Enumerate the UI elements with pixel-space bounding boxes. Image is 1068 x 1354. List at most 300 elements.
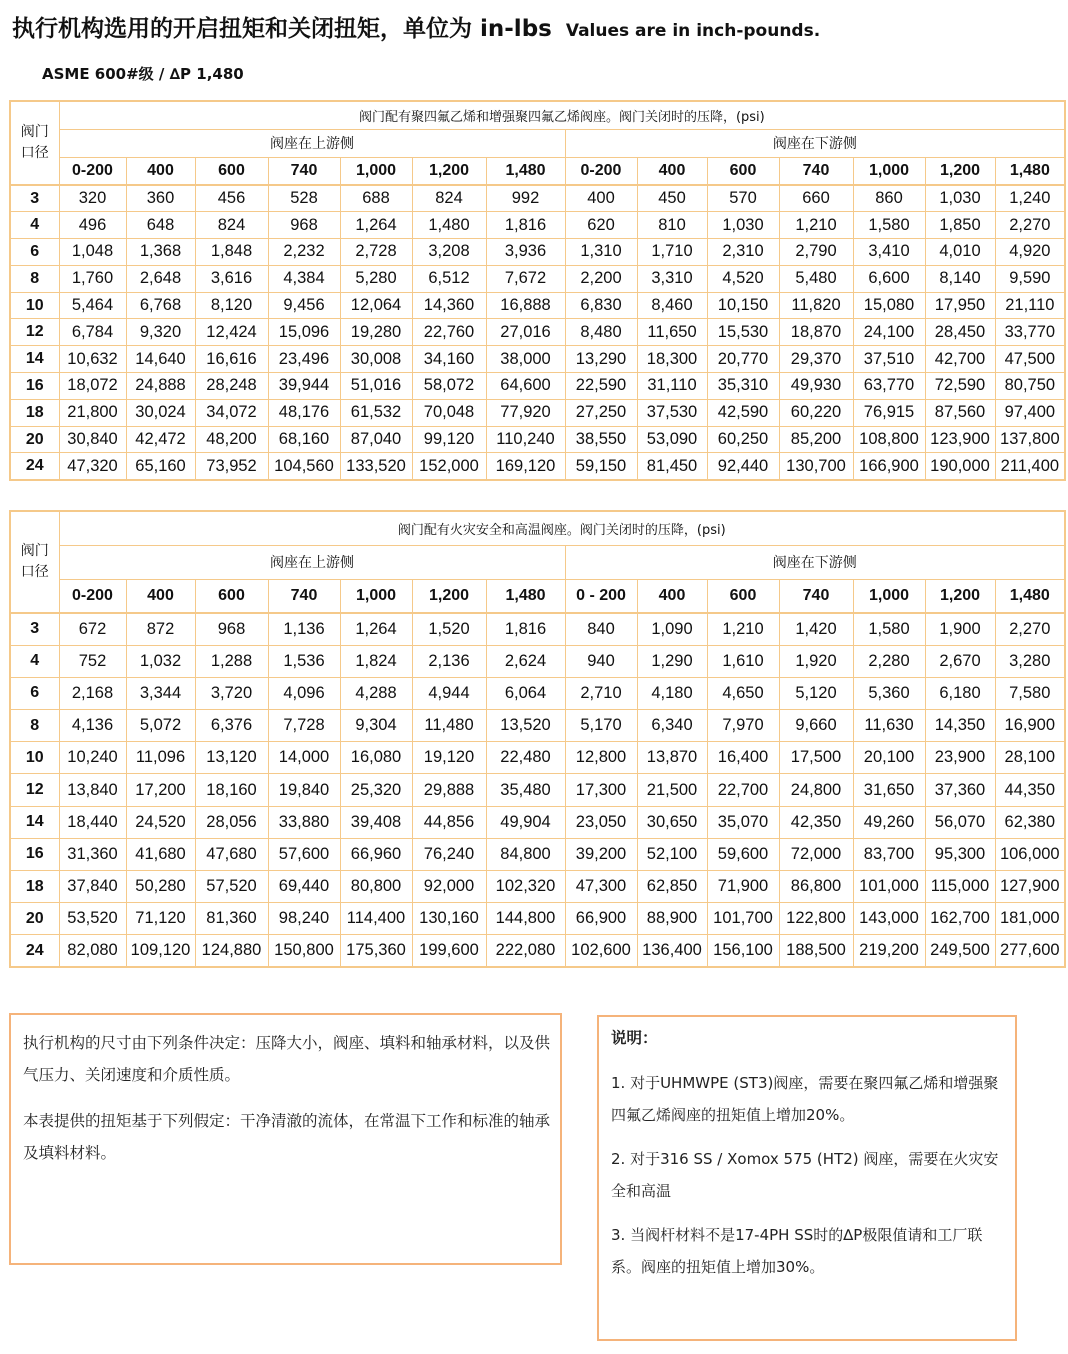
torque-value-cell: 11,630	[853, 710, 925, 742]
torque-value-cell: 4,288	[340, 677, 412, 709]
table-row	[10, 871, 1065, 903]
torque-value-cell: 824	[412, 185, 486, 212]
size-column-label: 阀门口径	[20, 124, 49, 161]
page-subtitle: ASME 600#级 / ∆P 1,480	[42, 65, 244, 83]
torque-value-cell: 21,800	[59, 399, 126, 426]
torque-value-cell: 24,100	[853, 319, 925, 346]
torque-value-cell: 57,520	[195, 871, 268, 903]
pressure-column-header: 600	[195, 157, 268, 185]
torque-value-cell: 14,350	[925, 710, 995, 742]
torque-value-cell: 9,660	[779, 710, 853, 742]
torque-value-cell: 11,650	[637, 319, 707, 346]
torque-value-cell: 102,320	[486, 871, 565, 903]
torque-value-cell: 824	[195, 212, 268, 239]
torque-value-cell: 127,900	[995, 871, 1065, 903]
torque-value-cell: 18,072	[59, 373, 126, 400]
table-row	[10, 742, 1065, 774]
table-row	[10, 319, 1065, 346]
torque-value-cell: 77,920	[486, 399, 565, 426]
torque-value-cell: 18,160	[195, 774, 268, 806]
torque-value-cell: 8,460	[637, 292, 707, 319]
pressure-column-header: 1,480	[995, 579, 1065, 613]
table-row	[10, 613, 1065, 645]
torque-value-cell: 2,790	[779, 239, 853, 266]
torque-value-cell: 1,368	[126, 239, 195, 266]
torque-value-cell: 810	[637, 212, 707, 239]
table-row	[10, 903, 1065, 935]
torque-value-cell: 30,024	[126, 399, 195, 426]
pressure-column-header: 1,480	[486, 157, 565, 185]
valve-size-cell: 18	[10, 871, 59, 903]
torque-value-cell: 5,360	[853, 677, 925, 709]
torque-value-cell: 9,320	[126, 319, 195, 346]
table-row	[10, 806, 1065, 838]
table-row	[10, 935, 1065, 967]
torque-value-cell: 88,900	[637, 903, 707, 935]
torque-value-cell: 130,160	[412, 903, 486, 935]
page-title-en: Values are in inch-pounds.	[565, 21, 821, 41]
torque-value-cell: 4,384	[268, 265, 340, 292]
torque-value-cell: 17,200	[126, 774, 195, 806]
torque-value-cell: 109,120	[126, 935, 195, 967]
torque-value-cell: 81,360	[195, 903, 268, 935]
torque-value-cell: 137,800	[995, 426, 1065, 453]
torque-value-cell: 8,480	[565, 319, 637, 346]
torque-value-cell: 57,600	[268, 838, 340, 870]
torque-value-cell: 49,930	[779, 373, 853, 400]
valve-size-cell: 4	[10, 212, 59, 239]
torque-value-cell: 64,600	[486, 373, 565, 400]
torque-value-cell: 3,310	[637, 265, 707, 292]
table-row	[10, 239, 1065, 266]
pressure-column-header: 1,480	[486, 579, 565, 613]
torque-value-cell: 5,280	[340, 265, 412, 292]
torque-value-cell: 29,370	[779, 346, 853, 373]
torque-value-cell: 53,520	[59, 903, 126, 935]
torque-value-cell: 6,180	[925, 677, 995, 709]
torque-value-cell: 59,150	[565, 453, 637, 480]
torque-value-cell: 110,240	[486, 426, 565, 453]
torque-value-cell: 672	[59, 613, 126, 645]
torque-value-cell: 688	[340, 185, 412, 212]
torque-value-cell: 34,160	[412, 346, 486, 373]
note-item: 3. 当阀杆材料不是17-4PH SS时的∆P极限值请和工厂联系。阀座的扭矩值上增加30%。	[611, 1226, 983, 1276]
torque-value-cell: 156,100	[707, 935, 779, 967]
torque-value-cell: 33,770	[995, 319, 1065, 346]
torque-value-cell: 130,700	[779, 453, 853, 480]
table-row	[10, 292, 1065, 319]
pressure-column-header: 1,200	[412, 157, 486, 185]
torque-value-cell: 69,440	[268, 871, 340, 903]
torque-value-cell: 101,700	[707, 903, 779, 935]
torque-value-cell: 360	[126, 185, 195, 212]
torque-value-cell: 5,480	[779, 265, 853, 292]
pressure-column-header: 1,480	[995, 157, 1065, 185]
torque-value-cell: 143,000	[853, 903, 925, 935]
torque-value-cell: 18,870	[779, 319, 853, 346]
torque-value-cell: 11,820	[779, 292, 853, 319]
torque-value-cell: 27,250	[565, 399, 637, 426]
torque-value-cell: 102,600	[565, 935, 637, 967]
torque-value-cell: 4,096	[268, 677, 340, 709]
torque-value-cell: 51,016	[340, 373, 412, 400]
valve-size-cell: 3	[10, 613, 59, 645]
torque-value-cell: 7,672	[486, 265, 565, 292]
torque-value-cell: 39,408	[340, 806, 412, 838]
torque-value-cell: 101,000	[853, 871, 925, 903]
valve-size-cell: 20	[10, 903, 59, 935]
torque-value-cell: 2,200	[565, 265, 637, 292]
torque-value-cell: 82,080	[59, 935, 126, 967]
torque-value-cell: 4,944	[412, 677, 486, 709]
torque-value-cell: 15,080	[853, 292, 925, 319]
torque-value-cell: 320	[59, 185, 126, 212]
torque-value-cell: 53,090	[637, 426, 707, 453]
torque-value-cell: 1,030	[925, 185, 995, 212]
torque-value-cell: 114,400	[340, 903, 412, 935]
torque-value-cell: 28,450	[925, 319, 995, 346]
torque-value-cell: 6,512	[412, 265, 486, 292]
notes-box	[597, 1015, 1017, 1341]
torque-value-cell: 6,600	[853, 265, 925, 292]
pressure-column-header: 0 - 200	[565, 579, 637, 613]
valve-size-cell: 12	[10, 774, 59, 806]
torque-value-cell: 48,176	[268, 399, 340, 426]
torque-value-cell: 42,590	[707, 399, 779, 426]
table-row	[10, 710, 1065, 742]
torque-value-cell: 2,270	[995, 613, 1065, 645]
upstream-header: 阀座在上游侧	[59, 545, 565, 579]
torque-value-cell: 2,310	[707, 239, 779, 266]
torque-value-cell: 6,064	[486, 677, 565, 709]
pressure-column-header: 740	[268, 579, 340, 613]
torque-value-cell: 17,300	[565, 774, 637, 806]
valve-size-cell: 24	[10, 935, 59, 967]
pressure-column-header: 0-200	[565, 157, 637, 185]
torque-value-cell: 4,920	[995, 239, 1065, 266]
torque-value-cell: 3,208	[412, 239, 486, 266]
torque-value-cell: 11,480	[412, 710, 486, 742]
valve-size-cell: 10	[10, 742, 59, 774]
pressure-column-header: 0-200	[59, 579, 126, 613]
torque-value-cell: 4,520	[707, 265, 779, 292]
torque-value-cell: 13,120	[195, 742, 268, 774]
torque-value-cell: 39,944	[268, 373, 340, 400]
torque-value-cell: 5,120	[779, 677, 853, 709]
page-title: 执行机构选用的开启扭矩和关闭扭矩，单位为 in-lbs	[12, 16, 552, 42]
torque-value-cell: 37,530	[637, 399, 707, 426]
torque-value-cell: 9,590	[995, 265, 1065, 292]
torque-value-cell: 5,072	[126, 710, 195, 742]
torque-value-cell: 166,900	[853, 453, 925, 480]
torque-value-cell: 1,480	[412, 212, 486, 239]
torque-value-cell: 23,900	[925, 742, 995, 774]
table-row	[10, 774, 1065, 806]
torque-value-cell: 106,000	[995, 838, 1065, 870]
torque-value-cell: 219,200	[853, 935, 925, 967]
torque-value-cell: 528	[268, 185, 340, 212]
torque-value-cell: 6,830	[565, 292, 637, 319]
torque-value-cell: 68,160	[268, 426, 340, 453]
notes-title: 说明：	[611, 1029, 658, 1047]
torque-value-cell: 2,270	[995, 212, 1065, 239]
torque-value-cell: 31,110	[637, 373, 707, 400]
torque-value-cell: 66,960	[340, 838, 412, 870]
torque-value-cell: 2,624	[486, 645, 565, 677]
torque-value-cell: 27,016	[486, 319, 565, 346]
torque-value-cell: 19,280	[340, 319, 412, 346]
torque-value-cell: 12,424	[195, 319, 268, 346]
torque-value-cell: 1,580	[853, 212, 925, 239]
torque-value-cell: 16,888	[486, 292, 565, 319]
table-row	[10, 453, 1065, 480]
torque-value-cell: 18,300	[637, 346, 707, 373]
downstream-header: 阀座在下游侧	[565, 129, 1065, 157]
table-row	[10, 677, 1065, 709]
torque-value-cell: 992	[486, 185, 565, 212]
torque-value-cell: 1,210	[779, 212, 853, 239]
torque-value-cell: 277,600	[995, 935, 1065, 967]
torque-value-cell: 35,480	[486, 774, 565, 806]
torque-value-cell: 14,000	[268, 742, 340, 774]
torque-value-cell: 86,800	[779, 871, 853, 903]
torque-value-cell: 1,824	[340, 645, 412, 677]
torque-value-cell: 660	[779, 185, 853, 212]
torque-value-cell: 6,768	[126, 292, 195, 319]
pressure-column-header: 1,000	[853, 579, 925, 613]
valve-size-cell: 10	[10, 292, 59, 319]
torque-value-cell: 76,240	[412, 838, 486, 870]
torque-value-cell: 648	[126, 212, 195, 239]
torque-value-cell: 104,560	[268, 453, 340, 480]
torque-value-cell: 73,952	[195, 453, 268, 480]
torque-value-cell: 122,800	[779, 903, 853, 935]
torque-value-cell: 3,280	[995, 645, 1065, 677]
torque-value-cell: 9,304	[340, 710, 412, 742]
pressure-column-header: 400	[637, 579, 707, 613]
torque-value-cell: 66,900	[565, 903, 637, 935]
torque-value-cell: 188,500	[779, 935, 853, 967]
torque-value-cell: 1,580	[853, 613, 925, 645]
table-row	[10, 838, 1065, 870]
torque-value-cell: 570	[707, 185, 779, 212]
torque-value-cell: 38,550	[565, 426, 637, 453]
torque-value-cell: 144,800	[486, 903, 565, 935]
torque-value-cell: 4,010	[925, 239, 995, 266]
torque-value-cell: 3,410	[853, 239, 925, 266]
torque-value-cell: 496	[59, 212, 126, 239]
torque-value-cell: 25,320	[340, 774, 412, 806]
torque-value-cell: 2,280	[853, 645, 925, 677]
torque-value-cell: 1,264	[340, 613, 412, 645]
torque-value-cell: 20,100	[853, 742, 925, 774]
torque-value-cell: 4,136	[59, 710, 126, 742]
torque-value-cell: 249,500	[925, 935, 995, 967]
torque-value-cell: 115,000	[925, 871, 995, 903]
torque-value-cell: 1,816	[486, 613, 565, 645]
torque-value-cell: 11,096	[126, 742, 195, 774]
pressure-column-header: 600	[707, 579, 779, 613]
valve-size-cell: 18	[10, 399, 59, 426]
torque-value-cell: 19,120	[412, 742, 486, 774]
note-item: 1. 对于UHMWPE (ST3)阀座，需要在聚四氟乙烯和增强聚四氟乙烯阀座的扭矩值上增加20%。	[611, 1074, 999, 1124]
pressure-column-header: 600	[707, 157, 779, 185]
table-row	[10, 373, 1065, 400]
torque-value-cell: 39,200	[565, 838, 637, 870]
torque-value-cell: 12,800	[565, 742, 637, 774]
note-item: 2. 对于316 SS / Xomox 575 (HT2) 阀座，需要在火灾安全和高温	[611, 1150, 999, 1200]
torque-value-cell: 42,472	[126, 426, 195, 453]
torque-value-cell: 162,700	[925, 903, 995, 935]
torque-value-cell: 92,440	[707, 453, 779, 480]
torque-value-cell: 181,000	[995, 903, 1065, 935]
torque-value-cell: 1,264	[340, 212, 412, 239]
torque-value-cell: 6,340	[637, 710, 707, 742]
torque-value-cell: 4,650	[707, 677, 779, 709]
torque-value-cell: 2,232	[268, 239, 340, 266]
page-header	[12, 10, 1062, 50]
torque-value-cell: 21,110	[995, 292, 1065, 319]
torque-value-cell: 2,136	[412, 645, 486, 677]
torque-value-cell: 1,210	[707, 613, 779, 645]
torque-value-cell: 22,590	[565, 373, 637, 400]
torque-value-cell: 95,300	[925, 838, 995, 870]
torque-value-cell: 31,360	[59, 838, 126, 870]
torque-value-cell: 61,532	[340, 399, 412, 426]
torque-value-cell: 56,070	[925, 806, 995, 838]
torque-value-cell: 1,240	[995, 185, 1065, 212]
torque-value-cell: 133,520	[340, 453, 412, 480]
torque-value-cell: 1,760	[59, 265, 126, 292]
torque-value-cell: 37,840	[59, 871, 126, 903]
torque-value-cell: 44,350	[995, 774, 1065, 806]
torque-value-cell: 63,770	[853, 373, 925, 400]
torque-value-cell: 76,915	[853, 399, 925, 426]
torque-value-cell: 24,800	[779, 774, 853, 806]
torque-value-cell: 860	[853, 185, 925, 212]
table-row	[10, 426, 1065, 453]
torque-value-cell: 456	[195, 185, 268, 212]
torque-value-cell: 22,700	[707, 774, 779, 806]
valve-size-cell: 14	[10, 346, 59, 373]
torque-value-cell: 13,290	[565, 346, 637, 373]
pressure-column-header: 1,000	[853, 157, 925, 185]
torque-value-cell: 31,650	[853, 774, 925, 806]
pressure-column-header: 400	[126, 579, 195, 613]
torque-value-cell: 2,648	[126, 265, 195, 292]
pressure-column-header: 1,000	[340, 579, 412, 613]
table-row	[10, 645, 1065, 677]
torque-value-cell: 1,610	[707, 645, 779, 677]
torque-value-cell: 6,376	[195, 710, 268, 742]
torque-value-cell: 1,850	[925, 212, 995, 239]
torque-value-cell: 83,700	[853, 838, 925, 870]
torque-value-cell: 71,120	[126, 903, 195, 935]
torque-value-cell: 940	[565, 645, 637, 677]
torque-value-cell: 49,904	[486, 806, 565, 838]
torque-value-cell: 3,720	[195, 677, 268, 709]
torque-value-cell: 97,400	[995, 399, 1065, 426]
torque-value-cell: 47,300	[565, 871, 637, 903]
table-caption: 阀门配有聚四氟乙烯和增强聚四氟乙烯阀座。阀门关闭时的压降，(psi)	[59, 101, 1065, 129]
torque-value-cell: 47,680	[195, 838, 268, 870]
torque-table-fire-safe	[9, 510, 1066, 968]
torque-value-cell: 34,072	[195, 399, 268, 426]
torque-value-cell: 1,848	[195, 239, 268, 266]
table-row	[10, 265, 1065, 292]
torque-value-cell: 211,400	[995, 453, 1065, 480]
torque-value-cell: 49,260	[853, 806, 925, 838]
torque-value-cell: 17,950	[925, 292, 995, 319]
table-caption: 阀门配有火灾安全和高温阀座。阀门关闭时的压降，(psi)	[59, 511, 1065, 545]
torque-value-cell: 24,520	[126, 806, 195, 838]
torque-value-cell: 222,080	[486, 935, 565, 967]
torque-value-cell: 60,220	[779, 399, 853, 426]
torque-value-cell: 87,560	[925, 399, 995, 426]
torque-value-cell: 50,280	[126, 871, 195, 903]
valve-size-cell: 6	[10, 677, 59, 709]
torque-value-cell: 8,140	[925, 265, 995, 292]
torque-value-cell: 42,700	[925, 346, 995, 373]
pressure-column-header: 400	[637, 157, 707, 185]
info-paragraph: 本表提供的扭矩基于下列假定：干净清澈的流体，在常温下工作和标准的轴承及填料材料。	[23, 1112, 551, 1162]
torque-value-cell: 62,850	[637, 871, 707, 903]
torque-value-cell: 16,900	[995, 710, 1065, 742]
torque-value-cell: 28,056	[195, 806, 268, 838]
valve-size-cell: 14	[10, 806, 59, 838]
torque-value-cell: 38,000	[486, 346, 565, 373]
torque-value-cell: 80,800	[340, 871, 412, 903]
torque-value-cell: 35,070	[707, 806, 779, 838]
torque-value-cell: 98,240	[268, 903, 340, 935]
sizing-info-box	[9, 1013, 562, 1265]
torque-value-cell: 1,520	[412, 613, 486, 645]
valve-size-cell: 20	[10, 426, 59, 453]
torque-value-cell: 1,030	[707, 212, 779, 239]
size-column-label: 阀门口径	[20, 543, 49, 580]
torque-value-cell: 3,936	[486, 239, 565, 266]
valve-size-cell: 3	[10, 185, 59, 212]
torque-value-cell: 4,180	[637, 677, 707, 709]
torque-value-cell: 8,120	[195, 292, 268, 319]
torque-value-cell: 41,680	[126, 838, 195, 870]
torque-value-cell: 5,464	[59, 292, 126, 319]
torque-value-cell: 18,440	[59, 806, 126, 838]
torque-value-cell: 1,536	[268, 645, 340, 677]
torque-value-cell: 19,840	[268, 774, 340, 806]
torque-value-cell: 29,888	[412, 774, 486, 806]
torque-value-cell: 752	[59, 645, 126, 677]
torque-value-cell: 47,320	[59, 453, 126, 480]
torque-value-cell: 150,800	[268, 935, 340, 967]
pressure-column-header: 600	[195, 579, 268, 613]
torque-value-cell: 872	[126, 613, 195, 645]
torque-value-cell: 152,000	[412, 453, 486, 480]
pressure-column-header: 740	[779, 157, 853, 185]
torque-value-cell: 48,200	[195, 426, 268, 453]
torque-value-cell: 23,496	[268, 346, 340, 373]
torque-value-cell: 3,616	[195, 265, 268, 292]
table-row	[10, 346, 1065, 373]
torque-value-cell: 1,048	[59, 239, 126, 266]
torque-value-cell: 16,400	[707, 742, 779, 774]
torque-value-cell: 136,400	[637, 935, 707, 967]
torque-value-cell: 1,136	[268, 613, 340, 645]
torque-value-cell: 24,888	[126, 373, 195, 400]
torque-value-cell: 6,784	[59, 319, 126, 346]
valve-size-cell: 16	[10, 838, 59, 870]
torque-value-cell: 968	[268, 212, 340, 239]
